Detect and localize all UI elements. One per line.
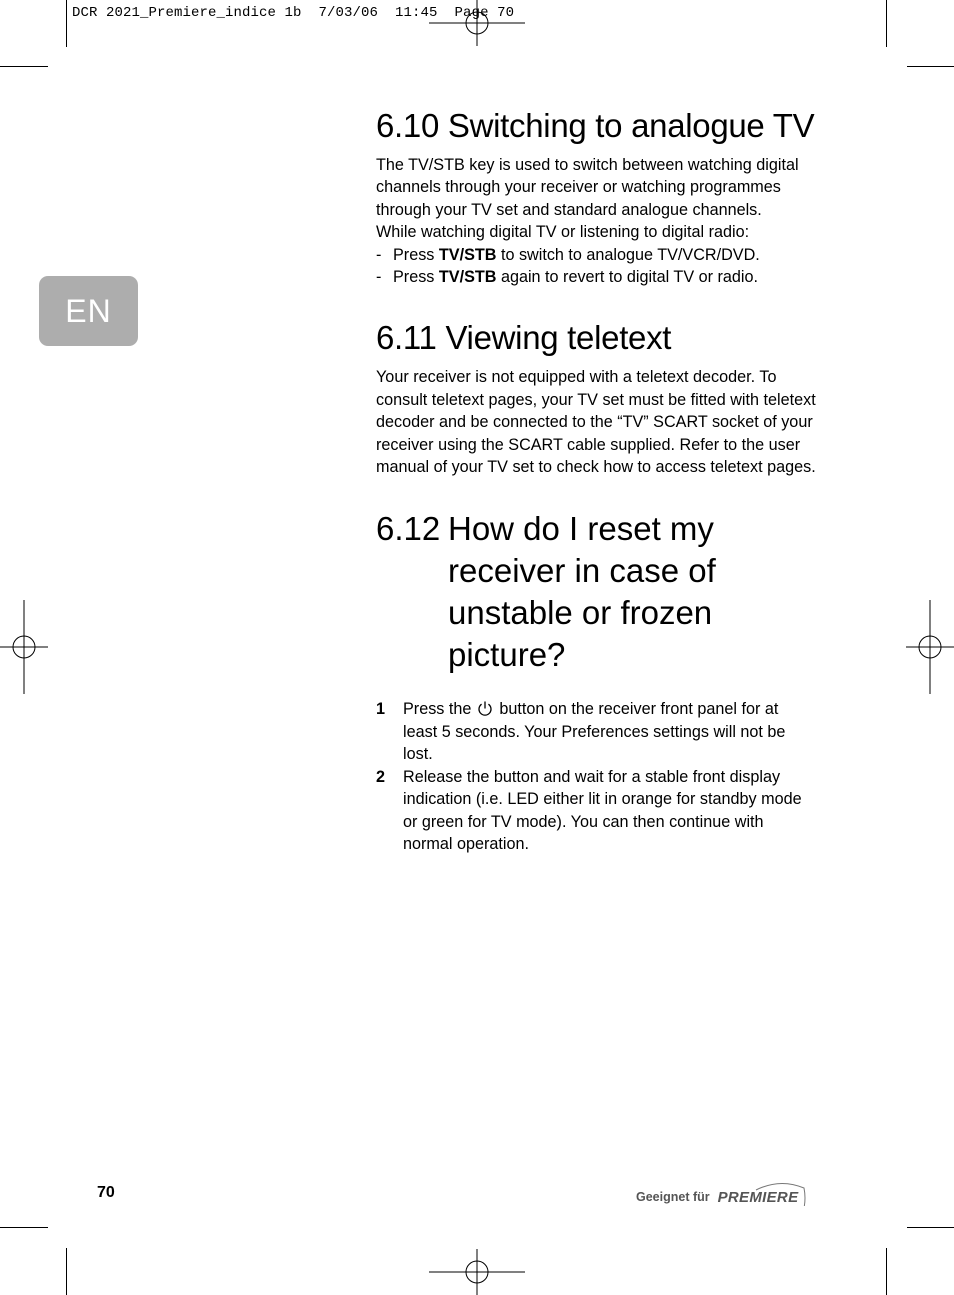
section-title: 6.10 Switching to analogue TV (376, 107, 815, 144)
section-6-10 (376, 108, 816, 288)
registration-mark-icon (429, 0, 525, 46)
step-text (403, 698, 816, 765)
section-title: 6.11 Viewing teletext (376, 319, 672, 357)
step-item (376, 766, 816, 856)
registration-mark-icon (906, 600, 954, 694)
step-post: button on the receiver front panel for at least 5 seconds. Your Preferences settings will not be lost. (403, 700, 786, 764)
paragraph: The TV/STB key is used to switch between watching digital channels through your receiver or watching programmes through your TV set and standard analogue channels. (376, 156, 799, 219)
title-line: How do I reset my (448, 510, 714, 548)
step-list (376, 698, 816, 855)
crop-mark (66, 1248, 67, 1295)
title-line: receiver in case of (448, 552, 716, 590)
section-number: 6.12 (376, 510, 441, 548)
title-line: picture? (448, 636, 566, 674)
key-label: TV/STB (438, 268, 497, 287)
paragraph: While watching digital TV or listening to digital radio: (376, 223, 750, 242)
crop-mark (886, 1248, 887, 1295)
registration-mark-icon (429, 1249, 525, 1295)
logo-brand: PREMIERE (717, 1189, 799, 1206)
crop-mark (886, 0, 887, 47)
bullet-pre: Press (393, 268, 439, 287)
section-body: Your receiver is not equipped with a teletext decoder. To consult teletext pages, your TV set must be fitted with teletext decoder and be connected to the “TV” SCART socket of your receiver using the SCART cable supplied. Refer to the user manual of your TV set to check how to access teletext pages. (376, 368, 816, 477)
crop-mark (0, 66, 48, 67)
logo-prefix: Geeignet für (636, 1190, 710, 1204)
crop-mark (907, 1227, 954, 1228)
section-title (376, 508, 816, 676)
language-tab: EN (39, 276, 138, 346)
page-number: 70 (97, 1184, 115, 1201)
power-icon (477, 700, 493, 717)
title-line: unstable or frozen (448, 594, 713, 632)
bullet-dash: - (376, 268, 382, 287)
bullet-pre: Press (393, 245, 439, 264)
step-item (376, 698, 816, 765)
bullet-text (393, 266, 758, 288)
premiere-logo (636, 1180, 808, 1206)
key-label: TV/STB (438, 245, 497, 264)
step-text: Release the button and wait for a stable front display indication (i.e. LED either lit in orange for standby mode or green for TV mode). You can then continue with normal operation. (403, 767, 802, 853)
logo-mark (718, 1180, 808, 1206)
step-number: 2 (376, 767, 386, 786)
print-slug: DCR 2021_Premiere_indice 1b 7/03/06 11:45 Page 70 (72, 5, 515, 21)
bullet-dash: - (376, 245, 382, 264)
section-title-lines (448, 508, 716, 676)
section-body (376, 154, 816, 288)
main-content (376, 108, 816, 855)
crop-mark (0, 1227, 48, 1228)
bullet-item (376, 266, 816, 288)
section-6-12 (376, 508, 816, 855)
step-number: 1 (376, 700, 386, 719)
bullet-text (393, 244, 760, 266)
bullet-item (376, 244, 816, 266)
crop-mark (907, 66, 954, 67)
registration-mark-icon (0, 600, 48, 694)
bullet-post: again to revert to digital TV or radio. (496, 268, 758, 287)
section-6-11 (376, 320, 816, 478)
crop-mark (66, 0, 67, 47)
bullet-post: to switch to analogue TV/VCR/DVD. (496, 245, 760, 264)
step-pre: Press the (403, 700, 472, 719)
